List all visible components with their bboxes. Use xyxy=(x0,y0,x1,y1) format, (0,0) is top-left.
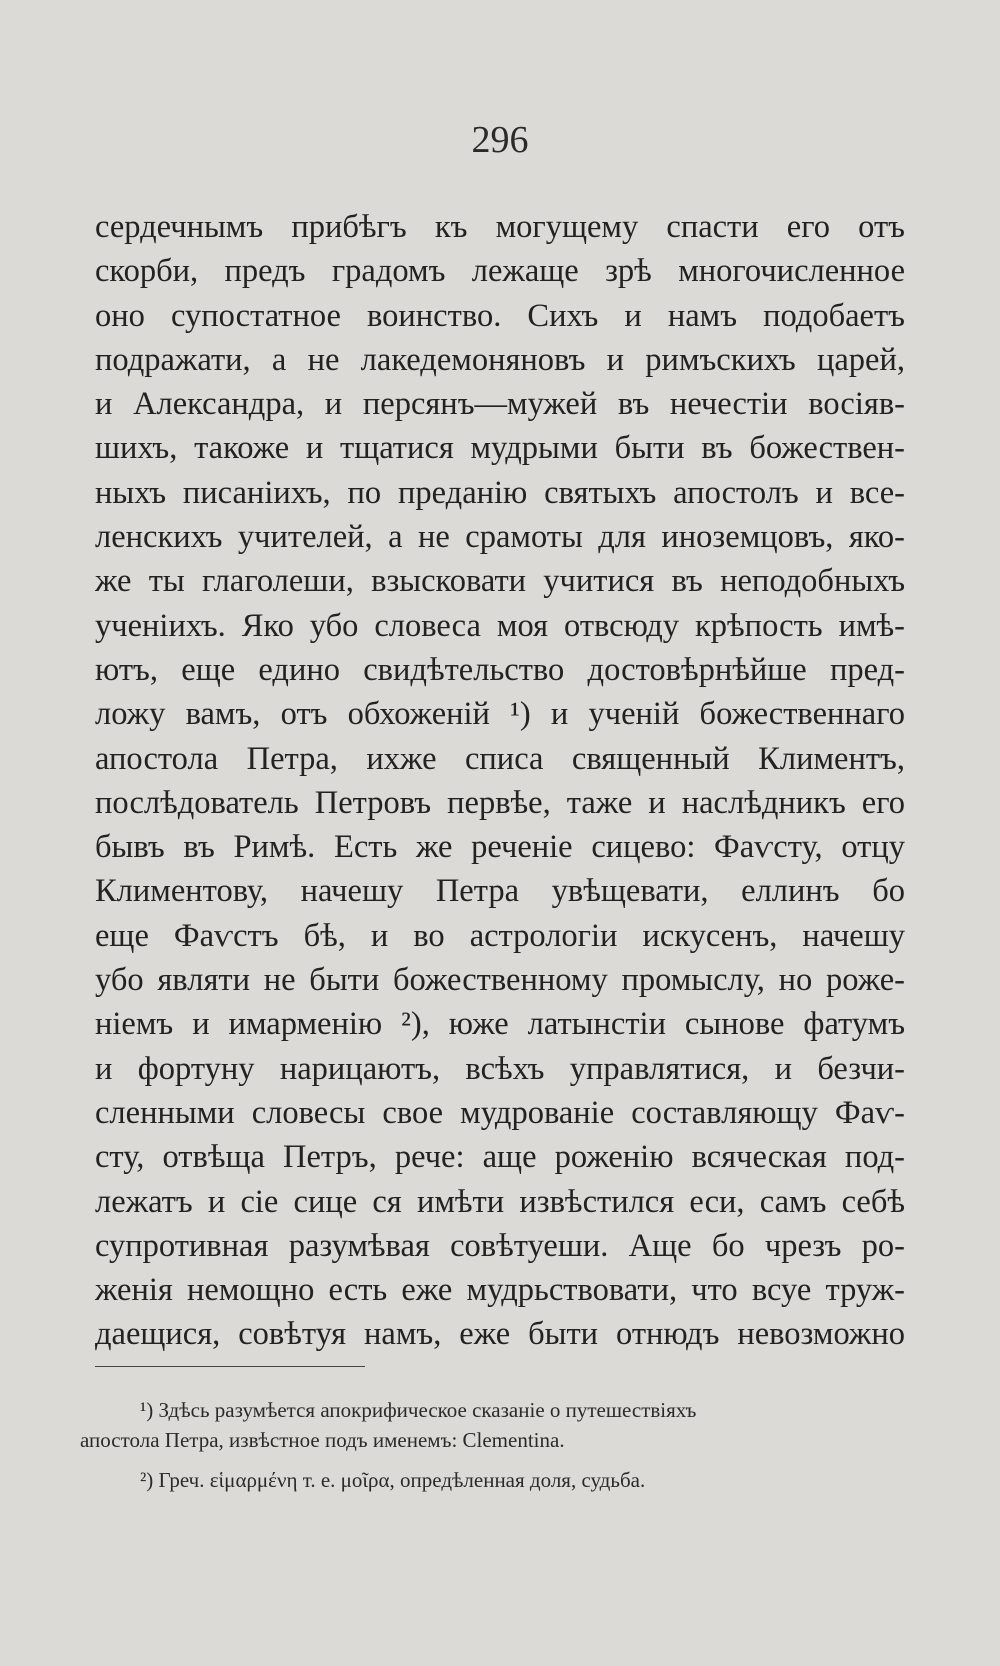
text-line: Климентову, начешу Петра увѣщевати, еллинъ бо xyxy=(95,873,905,910)
text-line: супротивная разумѣвая совѣтуеши. Аще бо чрезъ ро- xyxy=(95,1227,905,1264)
text-line: ютъ, еще едино свидѣтельство достовѣрнѣйше пред- xyxy=(95,651,905,688)
text-line: ложу вамъ, отъ обхоженій ¹) и ученій божественнаго xyxy=(95,696,905,733)
text-line: сленными словесы свое мудрованіе составляющу Фаѵ- xyxy=(95,1094,905,1131)
text-line: апостола Петра, ихже списа священный Климентъ, xyxy=(95,740,905,777)
footnote-1-continuation: апостола Петра, извѣстное подъ именемъ: Clementina. xyxy=(80,1428,565,1452)
text-line: ленскихъ учителей, а не срамоты для иноземцовъ, яко- xyxy=(95,519,905,556)
text-line: ніемъ и имарменію ²), юже латынстіи сынове фатумъ xyxy=(95,1006,905,1043)
text-line: же ты глаголеши, взысковати учитися въ неподобныхъ xyxy=(95,563,905,600)
text-line: скорби, предъ градомъ лежаще зрѣ многочисленное xyxy=(95,253,905,290)
page-number: 296 xyxy=(471,119,529,161)
footnote-2: ²) Греч. εἱμαρμένη т. е. μοῖρα, опредѣленная доля, судьба. xyxy=(140,1468,646,1492)
text-line: оно супостатное воинство. Сихъ и намъ подобаетъ xyxy=(95,297,905,334)
text-line: и фортуну нарицаютъ, всѣхъ управлятися, и безчи- xyxy=(95,1050,905,1087)
text-line: сердечнымъ прибѣгъ къ могущему спасти его отъ xyxy=(95,209,905,245)
text-line: бывъ въ Римѣ. Есть же реченіе сицево: Фаѵсту, отцу xyxy=(95,829,905,866)
text-line: даещися, совѣтуя намъ, еже быти отнюдъ невозможно xyxy=(95,1316,905,1353)
text-line: лежатъ и сіе сице ся имѣти извѣстился еси, самъ себѣ xyxy=(95,1183,905,1220)
text-line: и Александра, и персянъ—мужей въ нечестіи восіяв- xyxy=(95,386,905,423)
footnotes xyxy=(80,1395,905,1495)
text-line: убо являти не быти божественному промыслу, но роже- xyxy=(95,962,905,999)
footnote-1: ¹) Здѣсь разумѣется апокрифическое сказаніе о путешествіяхъ xyxy=(140,1398,697,1422)
text-line: послѣдователь Петровъ первѣе, таже и наслѣдникъ его xyxy=(95,784,905,821)
footnote-rule xyxy=(95,1366,365,1367)
text-line: сту, отвѣща Петръ, рече: аще роженію всяческая под- xyxy=(95,1139,905,1176)
text-line: ныхъ писаніихъ, по преданію святыхъ апостолъ и все- xyxy=(95,474,905,511)
text-line: шихъ, такоже и тщатися мудрыми быти въ божествен- xyxy=(95,430,905,467)
text-line: еще Фаѵстъ бѣ, и во астрологіи искусенъ, начешу xyxy=(95,917,905,954)
text-line: ученіихъ. Яко убо словеса моя отвсюду крѣпость имѣ- xyxy=(95,607,905,644)
body-text xyxy=(95,205,905,1357)
text-line: подражати, а не лакедемоняновъ и римъскихъ царей, xyxy=(95,341,905,378)
text-line: женія немощно есть еже мудрьствовати, что всуе труж- xyxy=(95,1272,905,1309)
